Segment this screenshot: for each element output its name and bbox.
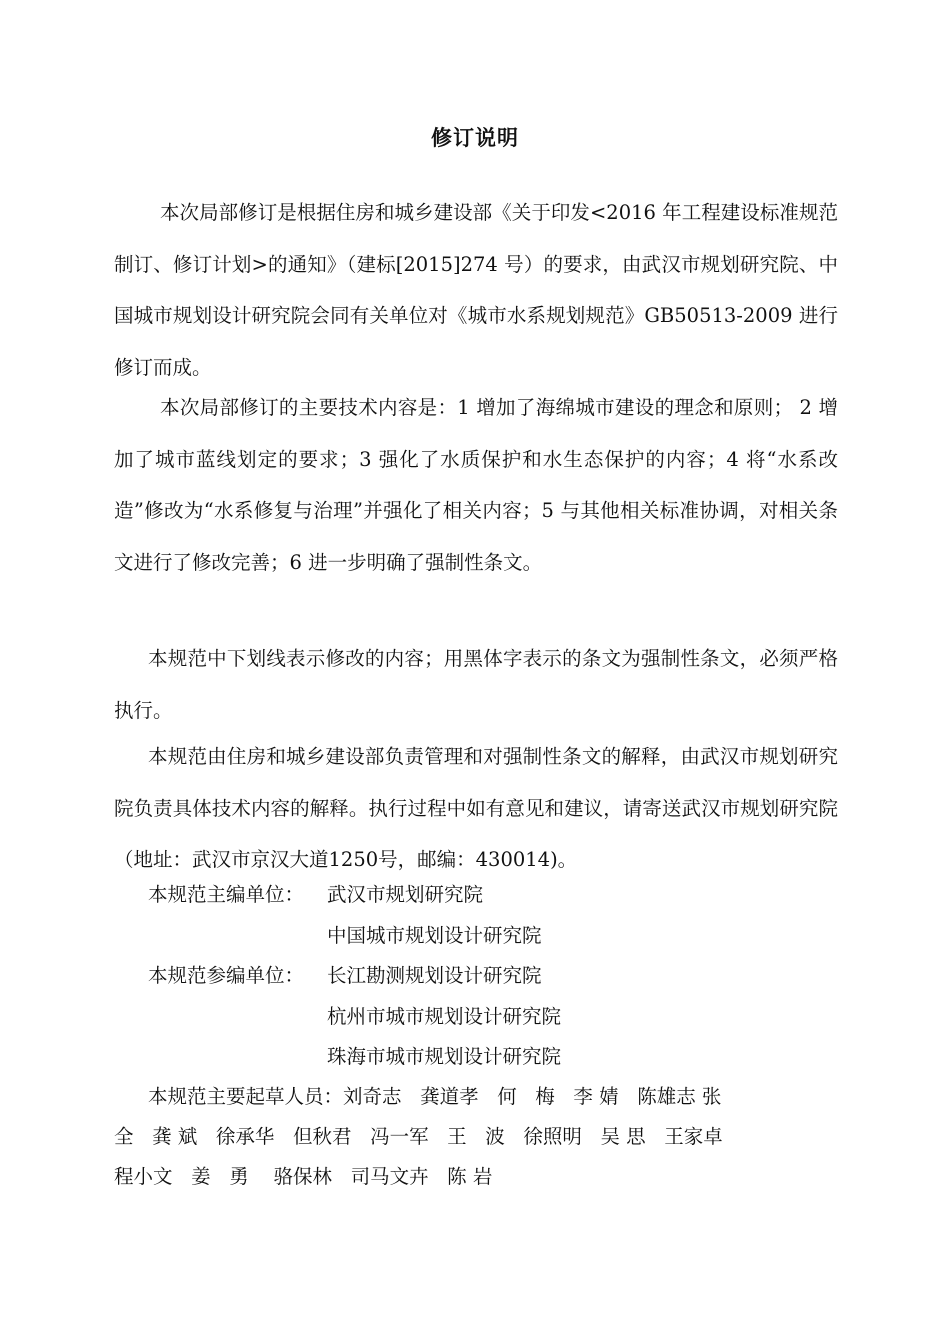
- technical-content-paragraph: 本次局部修订的主要技术内容是：1 增加了海绵城市建设的理念和原则； 2 增加了城市蓝线划定的要求；3 强化了水质保护和水生态保护的内容；4 将“水系改造”修改为“水系修复与治理”并强化了相关内容；5 与其他相关标准协调，对相关条文进行了修改完善；6 进一步明确了强制性条文。: [114, 396, 838, 574]
- mandatory-notice-paragraph: 本规范中下划线表示修改的内容；用黑体字表示的条文为强制性条文，必须严格执行。: [114, 647, 838, 722]
- document-title: 修订说明: [431, 126, 519, 150]
- drafters-line: 程小文 姜 勇 骆保林 司马文卉 陈 岩: [114, 1165, 493, 1188]
- participant-unit: 杭州市城市规划设计研究院: [327, 1005, 562, 1028]
- participant-label: 本规范参编单位：: [148, 964, 305, 987]
- drafters-block: [114, 1077, 840, 1197]
- chief-editor-unit: 中国城市规划设计研究院: [327, 924, 542, 947]
- drafters-names: 刘奇志 龚道孝 何 梅 李 婧 陈雄志 张: [343, 1085, 722, 1108]
- management-paragraph: 本规范由住房和城乡建设部负责管理和对强制性条文的解释，由武汉市规划研究院负责具体技术内容的解释。执行过程中如有意见和建议，请寄送武汉市规划研究院（地址：武汉市京汉大道1250号，邮编：430014)。: [114, 745, 838, 871]
- chief-editor-label: 本规范主编单位：: [148, 883, 305, 906]
- drafters-line: [114, 1077, 840, 1117]
- drafters-label: 本规范主要起草人员：: [148, 1085, 344, 1108]
- drafters-line: 全 龚 斌 徐承华 但秋君 冯一军 王 波 徐照明 吴 思 王家卓: [114, 1125, 723, 1148]
- revision-basis-paragraph: 本次局部修订是根据住房和城乡建设部《关于印发<2016 年工程建设标准规范制订、修订计划>的通知》（建标[2015]274 号）的要求，由武汉市规划研究院、中国城市规划设计研究院会同有关单位对《城市水系规划规范》GB50513-2009 进行修订而成。: [114, 201, 838, 379]
- participant-unit: 长江勘测规划设计研究院: [327, 964, 542, 987]
- participant-unit: 珠海市城市规划设计研究院: [327, 1045, 562, 1068]
- chief-editor-unit: 武汉市规划研究院: [327, 883, 484, 906]
